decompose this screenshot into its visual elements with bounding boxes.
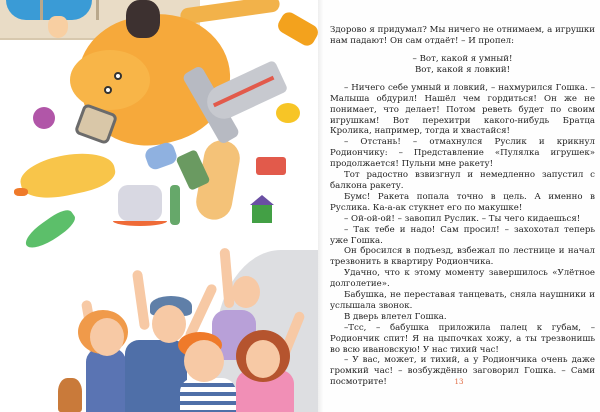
cat-eye — [114, 72, 122, 80]
paragraph: Бумс! Ракета попала точно в цель. А именно в Руслика. Ка-а-ак стукнет его по макушке! — [330, 191, 595, 213]
cat-head — [70, 50, 150, 110]
poem-line: Вот, какой я ловкий! — [414, 64, 511, 75]
dog — [58, 378, 82, 412]
polka-dot-bow — [126, 0, 160, 38]
child-face — [246, 340, 280, 378]
paragraph: Тот радостно взвизгнул и немедленно запустил с балкона ракету. — [330, 170, 595, 191]
rocking-horse-base — [113, 216, 167, 226]
paragraph: –Тсс, – бабушка приложила палец к губам, – Родиончик спит! Я на цыпочках хожу, а ты трезвонишь во всю ивановскую! У нас тихий час! — [330, 322, 595, 355]
child-face — [184, 340, 224, 382]
balcony-child — [6, 0, 92, 20]
toy-goose — [17, 146, 118, 205]
toy-train — [256, 157, 286, 175]
paragraph: – Ничего себе умный и ловкий, – нахмурился Гошка. – Малыша обдурил! Нашёл чем гордиться! Он же не понимает, что делает! Потом реветь будет по своим игрушкам! Вот перехитри какого-нибудь Братца Кролика, например, тогда и хвастайся! — [330, 82, 595, 137]
paragraph: – Ой-ой-ой! – завопил Руслик. – Ты чего кидаешься! — [344, 213, 581, 224]
paragraph: – Так тебе и надо! Сам просил! – захохотал теперь уже Гошка. — [330, 224, 595, 246]
poem — [330, 54, 595, 76]
toy-crocodile — [21, 206, 78, 255]
child-face — [90, 318, 124, 356]
story-text — [330, 25, 595, 388]
paragraph: Он бросился в подъезд, взбежал по лестнице и начал трезвонить в квартиру Родиончика. — [330, 246, 595, 268]
toy-duckling — [276, 103, 300, 123]
child-hand — [48, 16, 68, 38]
child-arm — [132, 270, 150, 331]
child-arm — [219, 248, 234, 309]
toy-ball — [33, 107, 55, 129]
toy-house — [252, 205, 272, 223]
text-page — [330, 25, 595, 412]
child-shirt — [125, 340, 187, 412]
balcony-bar — [96, 0, 99, 20]
cat-eye — [104, 86, 112, 94]
paragraph: – Отстань! – отмахнулся Руслик и крикнул Родиончику: – Представление «Пулялка игрушек» продолжается! Пульни мне ракету! — [330, 137, 595, 170]
paragraph: Бабушка, не переставая танцевать, сняла наушники и услышала звонок. — [330, 290, 595, 311]
goose-beak — [14, 188, 28, 196]
paragraph: В дверь влетел Гошка. — [344, 311, 447, 322]
paragraph: – У вас, может, и тихий, а у Родиончика очень даже громкий час! – возбуждённо заговорил Гошка. – Сами посмотрите! — [330, 355, 595, 388]
poem-line: – Вот, какой я умный! — [412, 53, 513, 64]
balcony-bar — [40, 0, 43, 20]
toy-soldier — [170, 185, 180, 225]
page-gutter — [318, 0, 324, 412]
page-number: 13 — [454, 378, 464, 386]
paragraph: Здорово я придумал? Мы ничего не отнимаем, а игрушки нам падают! Он сам отдаёт! – И пропел: — [330, 25, 595, 46]
child-face — [232, 276, 260, 308]
child-shirt — [180, 378, 236, 412]
child-shirt — [86, 348, 126, 412]
paragraph: Удачно, что к этому моменту завершилось «Улётное долголетие». — [330, 268, 595, 290]
toy-taxi — [275, 9, 318, 48]
